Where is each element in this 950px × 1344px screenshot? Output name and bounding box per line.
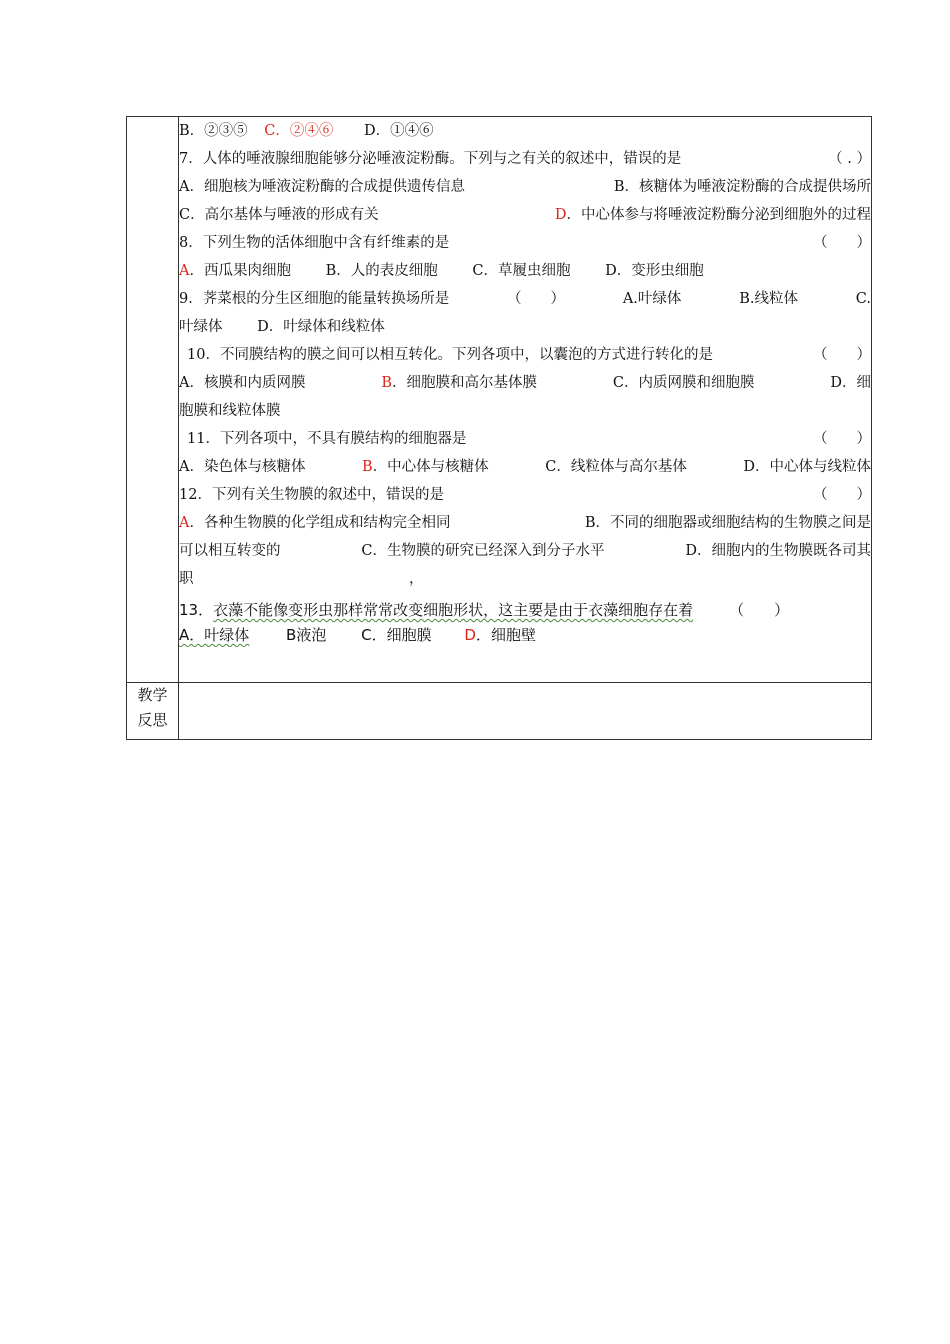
option-d <box>464 626 536 644</box>
option-letter: B <box>381 375 393 391</box>
question-7-stem: 7．人体的唾液腺细胞能够分泌唾液淀粉酶。下列与之有关的叙述中，错误的是 <box>179 151 682 167</box>
option-b <box>381 369 537 397</box>
option-letter: B <box>362 459 373 475</box>
reflection-row <box>127 683 872 740</box>
option-d: D．叶绿体和线粒体 <box>257 319 385 335</box>
option-a <box>179 509 450 537</box>
question-12-options-cont <box>179 565 871 593</box>
question-9-stem: 9．荠菜根的分生区细胞的能量转换场所是 <box>179 291 450 307</box>
option-a <box>179 263 291 279</box>
option-letter: A <box>179 515 190 531</box>
option-text: ．各种生物膜的化学组成和结构完全相同 <box>189 515 451 531</box>
question-10-options <box>179 369 871 397</box>
option-c: C．②④⑥ <box>264 123 334 139</box>
question-11-stem: 11．下列各项中，不具有膜结构的细胞器是 <box>187 431 467 447</box>
option-b: B．不同的细胞器或细胞结构的生物膜之间是 <box>584 515 871 531</box>
option-a: A．核膜和内质网膜 <box>179 375 306 391</box>
option-text: ．中心体与核糖体 <box>372 459 489 475</box>
option-c: C．生物膜的研究已经深入到分子水平 <box>361 543 605 559</box>
option-letter: D <box>464 626 476 644</box>
option-text: ．西瓜果肉细胞 <box>189 263 291 279</box>
options-line-6 <box>179 117 871 145</box>
option-d: D．①④⑥ <box>363 123 434 139</box>
answer-paren: （ ） <box>813 431 871 447</box>
reflection-label-line2: 反思 <box>137 711 168 729</box>
option-a: A．叶绿体 <box>179 626 250 644</box>
option-d-cont: 职 <box>179 571 194 587</box>
question-12-options-cd <box>179 537 871 565</box>
option-text: ．细胞壁 <box>475 626 536 644</box>
content-row <box>127 117 872 683</box>
option-c: C．草履虫细胞 <box>472 263 571 279</box>
question-13-number: 13． <box>179 601 214 619</box>
question-12-options-ab <box>179 509 871 537</box>
option-b <box>362 453 489 481</box>
answer-paren: （ ） <box>507 291 566 307</box>
option-d: D．细 <box>830 375 871 391</box>
option-c: C．细胞膜 <box>361 626 432 644</box>
left-column <box>127 117 179 683</box>
option-b-cont: 可以相互转变的 <box>179 543 281 559</box>
question-8-stem: 8．下列生物的活体细胞中含有纤维素的是 <box>179 235 450 251</box>
question-8-options <box>179 257 871 285</box>
option-b: B．②③⑤ <box>179 123 248 139</box>
comma: ， <box>409 571 424 587</box>
question-10-options-cont <box>179 397 871 425</box>
lesson-table <box>126 116 872 740</box>
option-d: D．中心体与线粒体 <box>743 459 871 475</box>
answer-paren: （ . ） <box>828 151 871 167</box>
option-b: B．人的表皮细胞 <box>325 263 438 279</box>
question-12 <box>179 481 871 509</box>
question-content <box>179 117 872 683</box>
question-7 <box>179 145 871 173</box>
option-b: B液泡 <box>286 626 327 644</box>
option-text: ．中心体参与将唾液淀粉酶分泌到细胞外的过程 <box>566 207 871 223</box>
option-a: A．细胞核为唾液淀粉酶的合成提供遗传信息 <box>179 179 465 195</box>
option-b: B.线粒体 <box>739 291 798 307</box>
option-text: ．细胞膜和高尔基体膜 <box>392 375 538 391</box>
option-d-cont: 胞膜和线粒体膜 <box>179 403 281 419</box>
option-c: C. <box>855 291 871 307</box>
answer-paren: （ ） <box>813 235 871 251</box>
option-d: D．细胞内的生物膜既各司其 <box>685 543 871 559</box>
question-7-options-ab <box>179 173 871 201</box>
question-9 <box>179 285 871 313</box>
question-11 <box>179 425 871 453</box>
question-7-options-cd <box>179 201 871 229</box>
reflection-label <box>127 683 179 740</box>
question-10-stem: 10．不同膜结构的膜之间可以相互转化。下列各项中，以囊泡的方式进行转化的是 <box>187 347 713 363</box>
question-13 <box>179 597 871 623</box>
option-c: C．线粒体与高尔基体 <box>545 459 687 475</box>
answer-paren: （ ） <box>813 347 871 363</box>
option-c: C．高尔基体与唾液的形成有关 <box>179 207 379 223</box>
question-12-stem: 12．下列有关生物膜的叙述中，错误的是 <box>179 487 444 503</box>
option-a: A．染色体与核糖体 <box>179 459 306 475</box>
answer-paren: （ ） <box>729 601 790 619</box>
option-d <box>555 201 871 229</box>
question-8 <box>179 229 871 257</box>
question-9-options-cont <box>179 313 871 341</box>
question-13-stem: 衣藻不能像变形虫那样常常改变细胞形状，这主要是由于衣藻细胞存在着 <box>213 601 694 619</box>
question-11-options <box>179 453 871 481</box>
reflection-label-line1: 教学 <box>137 686 168 704</box>
option-c-cont: 叶绿体 <box>179 319 223 335</box>
option-b: B．核糖体为唾液淀粉酶的合成提供场所 <box>613 179 871 195</box>
option-letter: A <box>179 263 190 279</box>
question-13-options <box>179 623 871 647</box>
answer-paren: （ ） <box>813 487 871 503</box>
option-c: C．内质网膜和细胞膜 <box>612 375 755 391</box>
option-d: D．变形虫细胞 <box>605 263 704 279</box>
reflection-blank <box>179 683 872 740</box>
option-a: A.叶绿体 <box>622 291 682 307</box>
question-10 <box>179 341 871 369</box>
option-letter: D <box>554 207 567 223</box>
